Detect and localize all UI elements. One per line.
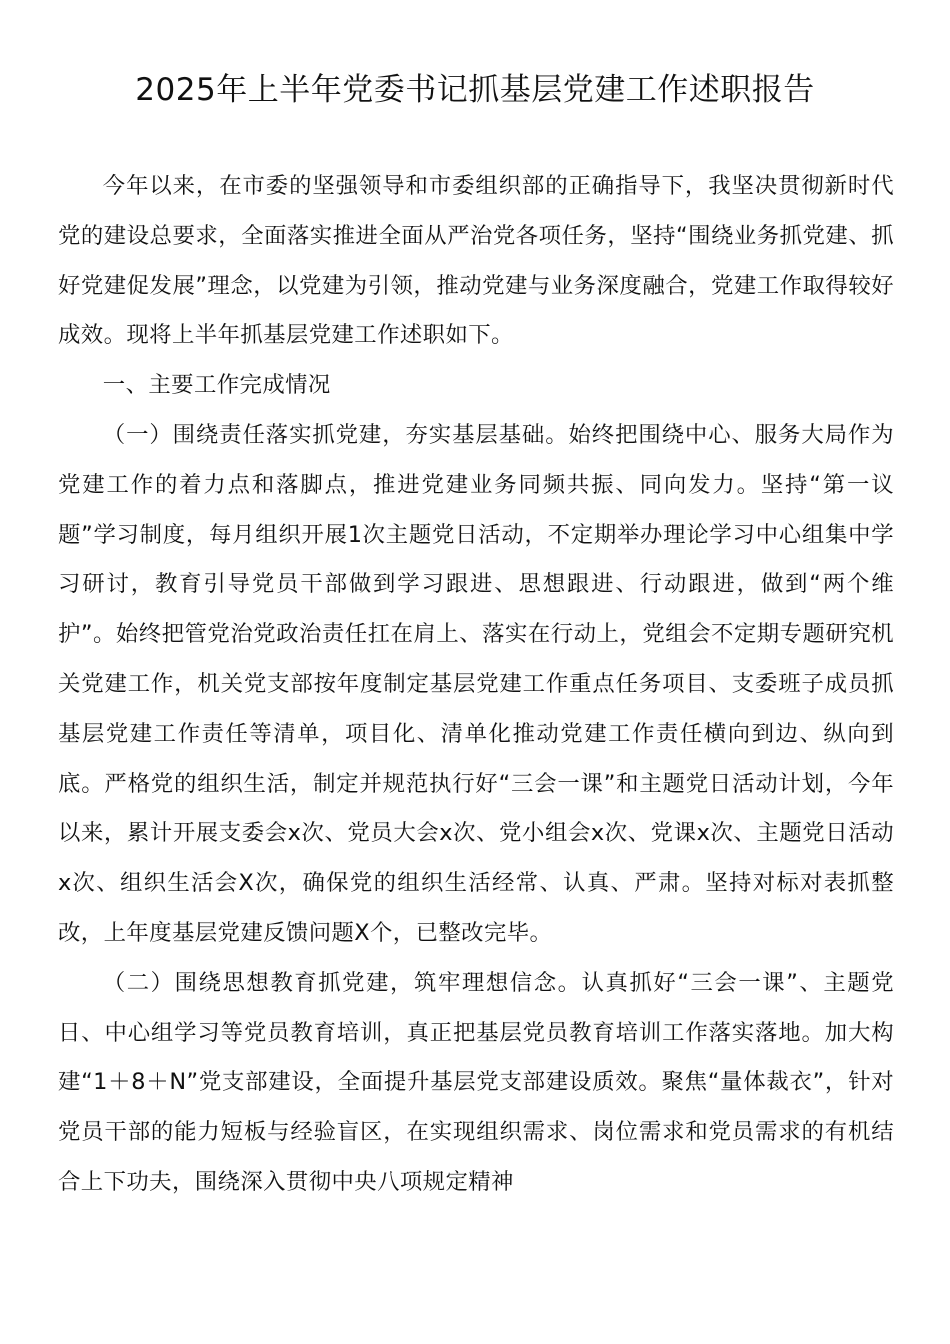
section-2-paragraph: （二）围绕思想教育抓党建，筑牢理想信念。认真抓好“三会一课”、主题党日、中心组学习等党员教育培训，真正把基层党员教育培训工作落实落地。加大构建“1＋8＋N”党支部建设，全面提升基层党支部建设质效。聚焦“量体裁衣”，针对党员干部的能力短板与经验盲区，在实现组织需求、岗位需求和党员需求的有机结合上下功夫，围绕深入贯彻中央八项规定精神 — [58, 969, 894, 1195]
section-heading: 一、主要工作完成情况 — [102, 372, 331, 399]
document-body — [58, 162, 894, 1208]
document-title: 2025年上半年党委书记抓基层党建工作述职报告 — [135, 72, 815, 108]
section-1-paragraph: （一）围绕责任落实抓党建，夯实基层基础。始终把围绕中心、服务大局作为党建工作的着力点和落脚点，推进党建业务同频共振、同向发力。坚持“第一议题”学习制度，每月组织开展1次主题党日活动，不定期举办理论学习中心组集中学习研讨，教育引导党员干部做到学习跟进、思想跟进、行动跟进，做到“两个维护”。始终把管党治党政治责任扛在肩上、落实在行动上，党组会不定期专题研究机关党建工作，机关党支部按年度制定基层党建工作重点任务项目、支委班子成员抓基层党建工作责任等清单，项目化、清单化推动党建工作责任横向到边、纵向到底。严格党的组织生活，制定并规范执行好“三会一课”和主题党日活动计划，今年以来，累计开展支委会x次、党员大会x次、党小组会x次、党课x次、主题党日活动x次、组织生活会X次，确保党的组织生活经常、认真、严肃。坚持对标对表抓整改，上年度基层党建反馈问题X个，已整改完毕。 — [58, 421, 894, 946]
intro-paragraph: 今年以来，在市委的坚强领导和市委组织部的正确指导下，我坚决贯彻新时代党的建设总要求，全面落实推进全面从严治党各项任务，坚持“围绕业务抓党建、抓好党建促发展”理念，以党建为引领，推动党建与业务深度融合，党建工作取得较好成效。现将上半年抓基层党建工作述职如下。 — [58, 173, 894, 349]
